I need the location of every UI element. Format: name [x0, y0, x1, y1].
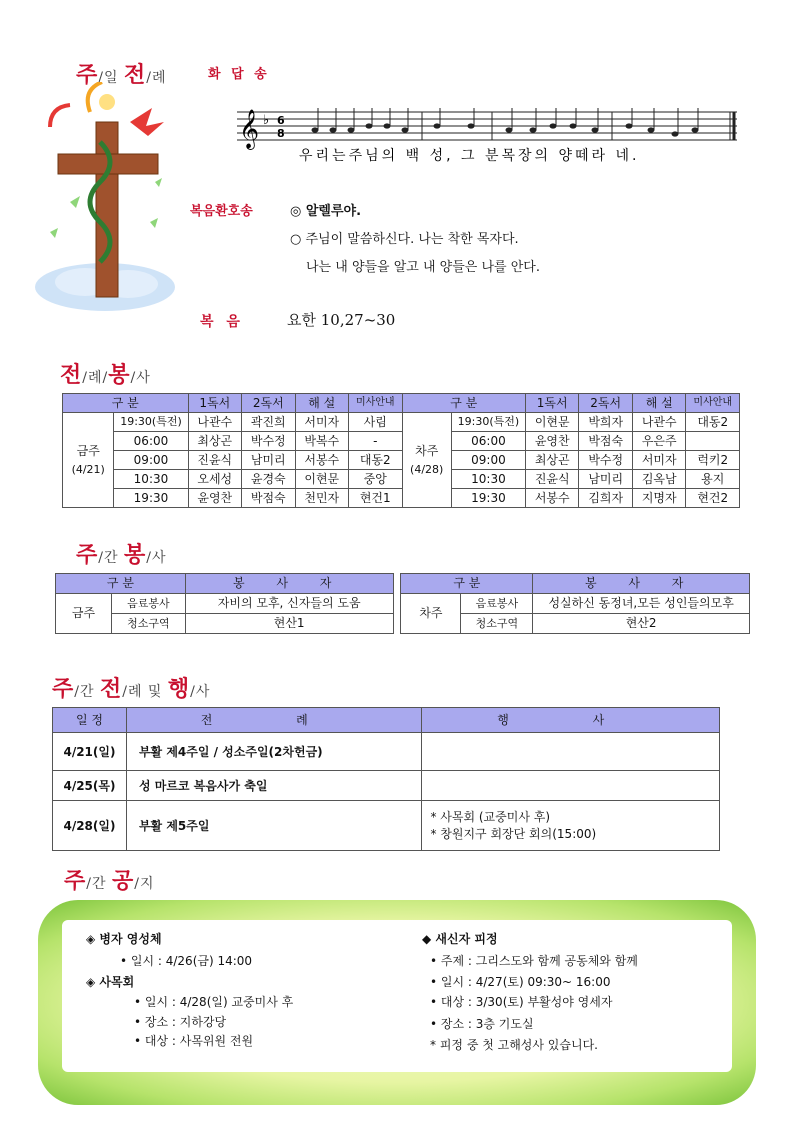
event-cell: [422, 733, 720, 771]
notice-heading-sick-communion: ◈ 병자 영성체: [86, 932, 162, 946]
acclamation-line-2: 나는 내 양들을 알고 내 양들은 나를 안다.: [306, 260, 540, 275]
svg-text:♭: ♭: [263, 113, 270, 128]
liturgy-service-title: 전/례/봉/사: [60, 362, 151, 388]
group-next-week: 차주 (4/28): [402, 413, 451, 508]
table-row: 금주 (4/21) 19:30(특전) 나관수 곽진희 서미자 사림 차주 (4/28) 19:30(특전) 이현문 박희자 나관수 대동2: [63, 413, 740, 432]
table-row: 4/21(일) 부활 제4주일 / 성소주일(2차헌금): [53, 733, 720, 771]
acclamation-line-1: ○ 주님이 말씀하신다. 나는 착한 목자다.: [290, 232, 519, 247]
table-gap: [393, 574, 401, 634]
svg-text:6: 6: [277, 114, 285, 127]
weekly-service-title: 주/간 봉/사: [76, 542, 167, 568]
notice-title: 주/간 공/지: [64, 868, 155, 894]
psalm-label: 화 답 송: [208, 67, 270, 82]
event-cell: [422, 771, 720, 801]
svg-text:우리는주님의 백 성, 그 분목장의 양떼라 네.: 우리는주님의 백 성, 그 분목장의 양떼라 네.: [299, 148, 640, 164]
liturgy-section-title: 주/일 전/례: [76, 62, 167, 88]
psalm-music-staff: [237, 104, 737, 164]
table-row: 09:00 진윤식 남미리 서봉수 대동2 09:00 최상곤 박수정 서미자 럭키2: [63, 451, 740, 470]
gospel-acclamation-label: 복음환호송: [190, 204, 253, 219]
notice-heading-pastoral-council: ◈ 사목회: [86, 975, 135, 989]
notice-item: • 대상 : 사목위원 전원: [134, 1034, 254, 1048]
notice-item: • 일시 : 4/26(금) 14:00: [120, 954, 253, 968]
event-cell: * 사목회 (교중미사 후) * 창원지구 회장단 회의(15:00): [422, 801, 720, 851]
notice-item: • 대상 : 3/30(토) 부활성야 영세자: [430, 995, 613, 1009]
table-row: 4/28(일) 부활 제5주일 * 사목회 (교중미사 후) * 창원지구 회장단 회의(15:00): [53, 801, 720, 851]
events-title: 주/간 전/례 및 행/사: [52, 676, 211, 702]
gospel-reference: 요한 10,27~30: [287, 311, 396, 329]
table-row: 06:00 최상곤 박수정 박복수 - 06:00 윤영찬 박점숙 우은주: [63, 432, 740, 451]
notice-item: • 일시 : 4/27(토) 09:30~ 16:00: [430, 975, 611, 989]
notice-item: • 주제 : 그리스도와 함께 공동체와 함께: [430, 954, 638, 968]
alleluia-line: ◎ 알렐루야.: [290, 204, 362, 219]
svg-text:8: 8: [277, 127, 285, 140]
cross-illustration: [30, 82, 180, 312]
notice-heading-new-believer-retreat: ◆ 새신자 피정: [422, 932, 498, 946]
notice-item: • 일시 : 4/28(일) 교중미사 후: [134, 995, 294, 1009]
liturgy-service-table: [62, 393, 740, 508]
table-row: 19:30 윤영찬 박점숙 천민자 현건1 19:30 서봉수 김희자 지명자 현건2: [63, 489, 740, 508]
liturgy-service-header-row: 구 분 1독서 2독서 해 설 미사안내 구 분 1독서 2독서 해 설 미사안내: [63, 394, 740, 413]
gospel-label: 복 음: [200, 314, 244, 330]
notice-item: • 장소 : 지하강당: [134, 1015, 227, 1029]
table-row: 금주 음료봉사 자비의 모후, 신자들의 도움 차주 음료봉사 성실하신 동정녀,모든 성인들의모후: [56, 594, 750, 614]
events-header-row: 일 정 전 례 행 사: [53, 708, 720, 733]
events-table: [52, 707, 720, 851]
svg-text:𝄞: 𝄞: [239, 109, 260, 149]
table-row: 10:30 오세성 윤경숙 이현문 중앙 10:30 진윤식 남미리 김옥남 용지: [63, 470, 740, 489]
group-this-week: 금주 (4/21): [63, 413, 114, 508]
notice-item: * 피정 중 첫 고해성사 있습니다.: [430, 1038, 598, 1052]
table-row: 4/25(목) 성 마르코 복음사가 축일: [53, 771, 720, 801]
weekly-service-table: [55, 573, 750, 634]
weekly-service-header-row: 구 분 봉 사 자 구 분 봉 사 자: [56, 574, 750, 594]
notice-item: • 장소 : 3층 기도실: [430, 1017, 534, 1031]
table-row: 청소구역 현산1 청소구역 현산2: [56, 614, 750, 634]
